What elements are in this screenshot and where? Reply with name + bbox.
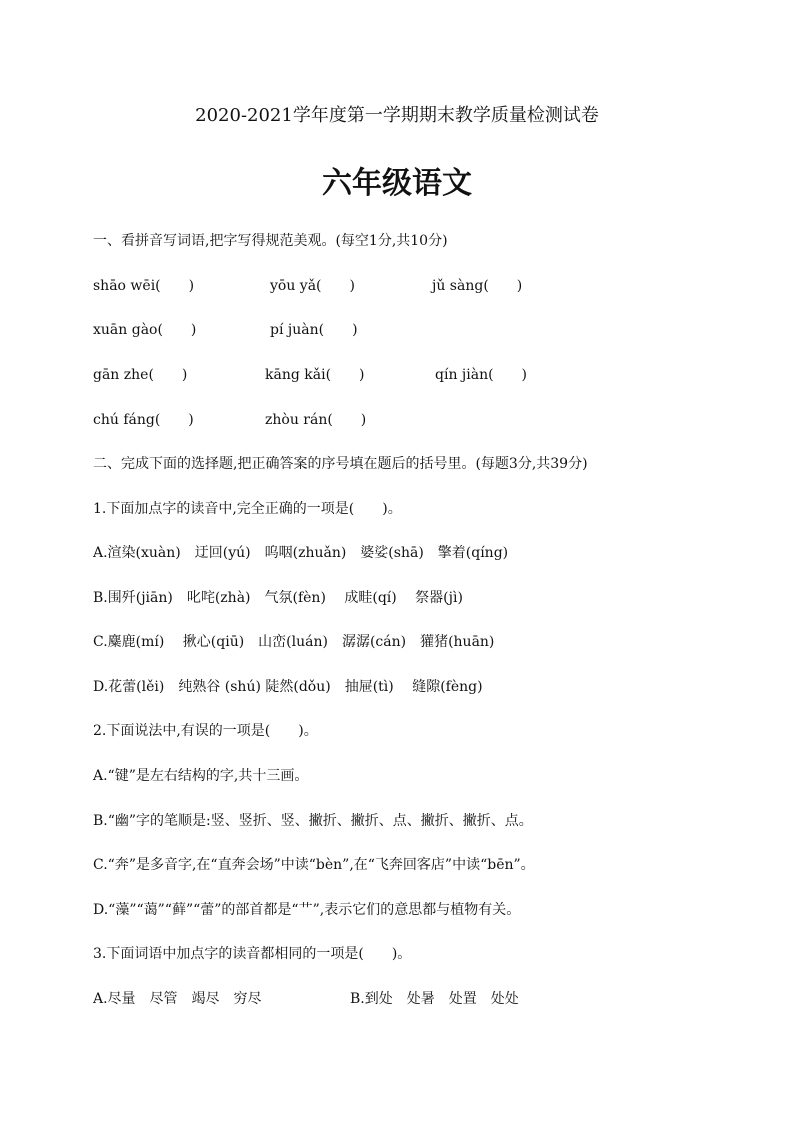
question-1-option-b: B.围歼(jiān) 叱咤(zhà) 气氛(fèn) 成畦(qí) 祭器(jì): [93, 590, 463, 606]
question-2-option-d: D.“藻”“蔼”“藓”“蕾”的部首都是“艹”,表示它们的意思都与植物有关。: [93, 902, 521, 918]
section1-heading: 一、看拼音写词语,把字写得规范美观。(每空1分,共10分): [93, 233, 448, 249]
question-3-stem: 3.下面词语中加点字的读音都相同的一项是( )。: [93, 946, 412, 962]
question-2-option-a: A.“键”是左右结构的字,共十三画。: [93, 768, 309, 784]
pinyin-item: zhòu rán( ): [265, 412, 367, 428]
pinyin-item: xuān gào( ): [93, 322, 197, 338]
question-2-stem: 2.下面说法中,有误的一项是( )。: [93, 723, 318, 739]
question-1-stem: 1.下面加点字的读音中,完全正确的一项是( )。: [93, 501, 402, 517]
pinyin-item: qín jiàn( ): [435, 367, 528, 383]
pinyin-item: gān zhe( ): [93, 367, 188, 383]
pinyin-item: kāng kǎi( ): [265, 367, 365, 383]
exam-title: 2020-2021学年度第一学期期末教学质量检测试卷: [195, 105, 599, 126]
pinyin-item: jǔ sàng( ): [432, 278, 523, 294]
question-3-option-b: B.到处 处暑 处置 处处: [350, 991, 519, 1007]
question-2-option-b: B.“幽”字的笔顺是:竖、竖折、竖、撇折、撇折、点、撇折、撇折、点。: [93, 813, 533, 829]
question-1-option-a: A.渲染(xuàn) 迂回(yú) 呜咽(zhuǎn) 婆娑(shā) 擎着(qíng): [93, 545, 509, 561]
pinyin-item: shāo wēi( ): [93, 278, 195, 294]
question-1-option-d: D.花蕾(lěi) 纯熟谷 (shú) 陡然(dǒu) 抽屉(tì) 缝隙(fèng): [93, 679, 483, 695]
section2-heading: 二、完成下面的选择题,把正确答案的序号填在题后的括号里。(每题3分,共39分): [93, 456, 588, 472]
pinyin-item: chú fáng( ): [93, 412, 194, 428]
question-3-option-a: A.尽量 尽管 竭尽 穷尽: [93, 991, 262, 1007]
subject-title: 六年级语文: [322, 166, 472, 201]
question-1-option-c: C.麋鹿(mí) 揪心(qiū) 山峦(luán) 潺潺(cán) 獾猪(huān): [93, 634, 495, 650]
pinyin-item: yōu yǎ( ): [270, 278, 355, 294]
question-2-option-c: C.“奔”是多音字,在“直奔会场”中读“bèn”,在“飞奔回客店”中读“bēn”。: [93, 857, 535, 873]
pinyin-item: pí juàn( ): [270, 322, 358, 338]
